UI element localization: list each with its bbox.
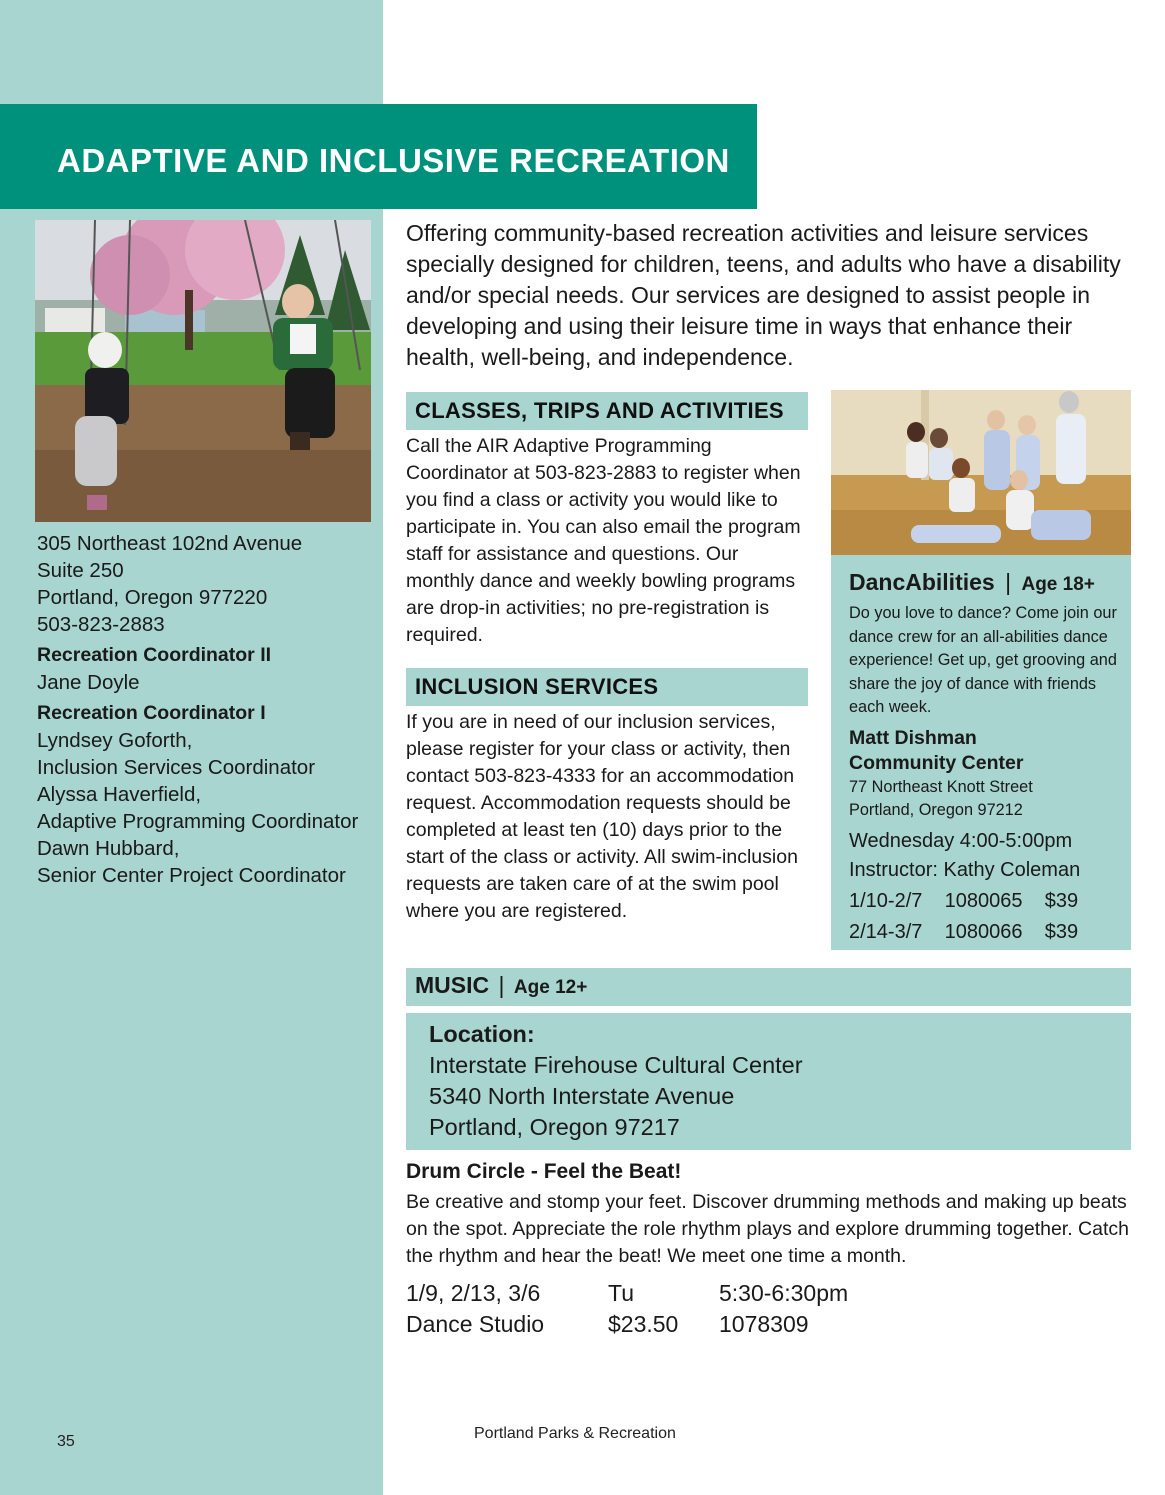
dance-city: Portland, Oregon 97212	[849, 800, 1023, 819]
inclusion-heading: INCLUSION SERVICES	[415, 674, 659, 699]
staff-line: Lyndsey Goforth,	[37, 729, 193, 752]
session-dates: 2/14-3/7	[849, 920, 923, 943]
music-heading-row	[415, 972, 587, 999]
coordinator-ii-title: Recreation Coordinator II	[37, 644, 272, 666]
session-code: 1080066	[944, 920, 1023, 943]
schedule-row	[406, 1309, 809, 1340]
footer-publisher: Portland Parks & Recreation	[474, 1425, 676, 1442]
dance-street: 77 Northeast Knott Street	[849, 777, 1033, 796]
page-number: 35	[57, 1433, 75, 1450]
dance-venue-line-2: Community Center	[849, 751, 1024, 774]
dance-age: Age 18+	[1021, 574, 1095, 595]
classes-heading-bar	[406, 392, 808, 430]
dance-description: Do you love to dance? Come join our dance crew for an all-abilities dance experience! Get up, get grooving and share the joy of dance with friends each week.	[849, 604, 1117, 716]
music-heading: MUSIC	[415, 972, 490, 998]
schedule-day: Tu	[608, 1280, 634, 1306]
location-line: 5340 North Interstate Avenue	[429, 1083, 735, 1109]
swing-photo	[35, 220, 371, 522]
schedule-dates: 1/9, 2/13, 3/6	[406, 1280, 541, 1306]
title-separator: |	[1005, 569, 1012, 595]
schedule-code: 1078309	[719, 1311, 809, 1337]
session-price: $39	[1044, 920, 1079, 943]
coordinator-ii-block	[37, 642, 271, 696]
coordinator-ii-name: Jane Doyle	[37, 671, 140, 694]
schedule-price: $23.50	[608, 1311, 679, 1337]
session-dates: 1/10-2/7	[849, 889, 923, 912]
inclusion-heading-bar	[406, 668, 808, 706]
sidebar-address	[37, 530, 302, 638]
schedule-room: Dance Studio	[406, 1311, 545, 1337]
schedule-time: 5:30-6:30pm	[719, 1280, 849, 1306]
music-location-box	[406, 1013, 1131, 1150]
dance-title: DancAbilities	[849, 569, 995, 595]
dance-venue-line-1: Matt Dishman	[849, 726, 977, 749]
drum-circle-description: Be creative and stomp your feet. Discover drumming methods and making up beats on the spot. Appreciate the role rhythm plays and explore drumming together. Catch the rhythm and hear the beat! We meet one time a month.	[406, 1191, 1129, 1267]
location-label: Location:	[429, 1021, 535, 1047]
intro-paragraph: Offering community-based recreation activities and leisure services specially designed for children, teens, and adults who have a disability and/or special needs. Our services are designed to assist people in developing and using their leisure time in ways that enhance their health, well-being, and independence.	[406, 220, 1121, 370]
address-line: Portland, Oregon 977220	[37, 586, 268, 609]
title-banner	[0, 104, 757, 209]
classes-body: Call the AIR Adaptive Programming Coordinator at 503-823-2883 to register when you find a class or activity you would like to participate in. You can also email the program staff for assistance and questions. Our monthly dance and weekly bowling programs are drop-in activities; no pre-registration is required.	[406, 435, 801, 646]
schedule-row	[406, 1278, 848, 1309]
phone-number: 503-823-2883	[37, 613, 165, 636]
classes-heading: CLASSES, TRIPS AND ACTIVITIES	[415, 398, 784, 423]
coordinator-i-block	[37, 700, 358, 889]
staff-line: Senior Center Project Coordinator	[37, 864, 346, 887]
dance-schedule: Wednesday 4:00-5:00pm	[849, 829, 1073, 852]
session-price: $39	[1044, 889, 1079, 912]
staff-line: Alyssa Haverfield,	[37, 783, 202, 806]
address-line: 305 Northeast 102nd Avenue	[37, 532, 303, 555]
location-line: Interstate Firehouse Cultural Center	[429, 1052, 803, 1078]
location-line: Portland, Oregon 97217	[429, 1114, 680, 1140]
staff-line: Adaptive Programming Coordinator	[37, 810, 359, 833]
dance-title-row	[849, 567, 1119, 600]
music-heading-bar	[406, 968, 1131, 1006]
page-title: ADAPTIVE AND INCLUSIVE RECREATION	[57, 142, 730, 179]
music-age: Age 12+	[513, 977, 588, 998]
inclusion-body: If you are in need of our inclusion services, please register for your class or activity, then contact 503-823-4333 for an accommodation request. Accommodation requests should be completed at least ten (10) days prior to the start of the class or activity. All swim-inclusion requests are taken care of at the swim pool where you are registered.	[406, 711, 798, 922]
dance-instructor: Instructor: Kathy Coleman	[849, 858, 1081, 881]
music-separator: |	[498, 972, 505, 998]
session-row	[849, 886, 1119, 917]
session-row	[849, 917, 1119, 948]
staff-line: Inclusion Services Coordinator	[37, 756, 316, 779]
drum-circle-title: Drum Circle - Feel the Beat!	[406, 1160, 682, 1183]
staff-line: Dawn Hubbard,	[37, 837, 180, 860]
dancabilities-box	[831, 555, 1131, 950]
dance-photo	[831, 390, 1131, 556]
address-line: Suite 250	[37, 559, 124, 582]
session-code: 1080065	[944, 889, 1023, 912]
coordinator-i-title: Recreation Coordinator I	[37, 702, 266, 724]
